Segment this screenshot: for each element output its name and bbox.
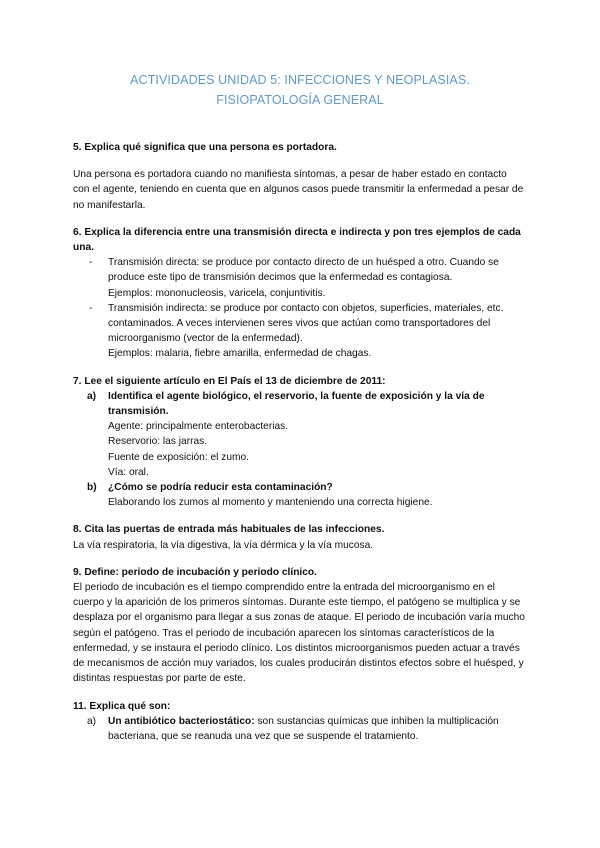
answer-7a-reservoir: Reservorio: las jarras. — [108, 436, 208, 448]
answer-7a-agent: Agente: principalmente enterobacterias. — [108, 421, 289, 433]
direct-transmission-examples: Ejemplos: mononucleosis, varicela, conjuntivitis. — [108, 287, 326, 299]
answer-7a-source: Fuente de exposición: el zumo. — [108, 451, 250, 463]
definition-bacteriostatic: son sustancias químicas que inhiben la multiplicación bacteriana, que se reanuda una vez que se suspende el tratamiento. — [108, 715, 499, 742]
question-6: 6. Explica la diferencia entre una transmisión directa e indirecta y pon tres ejemplos de cada una. — [73, 226, 521, 254]
list-item — [73, 255, 525, 301]
answer-9: El periodo de incubación es el tiempo comprendido entre la entrada del microorganismo en el cuerpo y la aparición de los primeros síntomas. Durante este tiempo, el patógeno se multiplica y se desplaza por el organismo para llegar a sus zonas de ataque. El periodo de incubación varía mucho según el patógeno. Tras el periodo de incubación aparecen los síntomas característicos de la enfermedad, y se instaura el periodo clínico. Los distintos microorganismos pueden actuar a través de mecanismos de acción muy variados, los cuales producirán distintos efectos sobre el huésped, y distintas respuestas por parte de este. — [73, 582, 525, 685]
indirect-transmission-examples: Ejemplos: malaria, fiebre amarilla, enfermedad de chagas. — [108, 348, 372, 360]
list-letter: b) — [87, 482, 97, 494]
term-bacteriostatic: Un antibiótico bacteriostático: — [108, 715, 255, 727]
question-5: 5. Explica qué significa que una persona es portadora. — [73, 142, 337, 153]
subquestion-7b — [73, 480, 525, 510]
list-letter: a) — [87, 390, 97, 402]
answer-7b: Elaborando los zumos al momento y manteniendo una correcta higiene. — [108, 497, 433, 509]
answer-5: Una persona es portadora cuando no manifiesta síntomas, a pesar de haber estado en contacto con el agente, teniendo en cuenta que en algunos casos puede transmitir la enfermedad a pesar de no manifestarla. — [73, 169, 524, 211]
question-11: 11. Explica qué son: — [73, 700, 171, 712]
document-title — [0, 70, 600, 110]
list-dash: - — [89, 257, 93, 269]
answer-11a — [108, 714, 525, 744]
question-7: 7. Lee el siguiente artículo en El País el 13 de diciembre de 2011: — [73, 375, 386, 387]
direct-transmission-text: Transmisión directa: se produce por contacto directo de un huésped a otro. Cuando se produce este tipo de transmisión decimos que la enfermedad es contagiosa. — [108, 257, 499, 284]
answer-7a-route: Vía: oral. — [108, 466, 149, 478]
title-line-1: ACTIVIDADES UNIDAD 5: INFECCIONES Y NEOPLASIAS. — [130, 73, 470, 87]
list-dash: - — [89, 302, 93, 314]
document-body — [73, 140, 525, 744]
indirect-transmission-text: Transmisión indirecta: se produce por contacto con objetos, superficies, materiales, etc. contaminados. A veces intervienen seres vivos que actúan como transportadores del microorganismo (vector de la enfermedad). — [108, 302, 504, 345]
title-line-2: FISIOPATOLOGÍA GENERAL — [216, 93, 384, 107]
subquestion-7a — [73, 389, 525, 480]
answer-8: La vía respiratoria, la vía digestiva, la vía dérmica y la vía mucosa. — [73, 539, 374, 551]
list-letter: a) — [87, 715, 97, 727]
list-item — [73, 301, 525, 362]
subquestion-7a-text: Identifica el agente biológico, el reservorio, la fuente de exposición y la vía de transmisión. — [108, 390, 485, 418]
subquestion-7b-text: ¿Cómo se podría reducir esta contaminación? — [108, 482, 333, 494]
question-8: 8. Cita las puertas de entrada más habituales de las infecciones. — [73, 524, 385, 536]
subquestion-11a — [73, 714, 525, 744]
question-9: 9. Define: periodo de incubación y periodo clínico. — [73, 566, 317, 578]
